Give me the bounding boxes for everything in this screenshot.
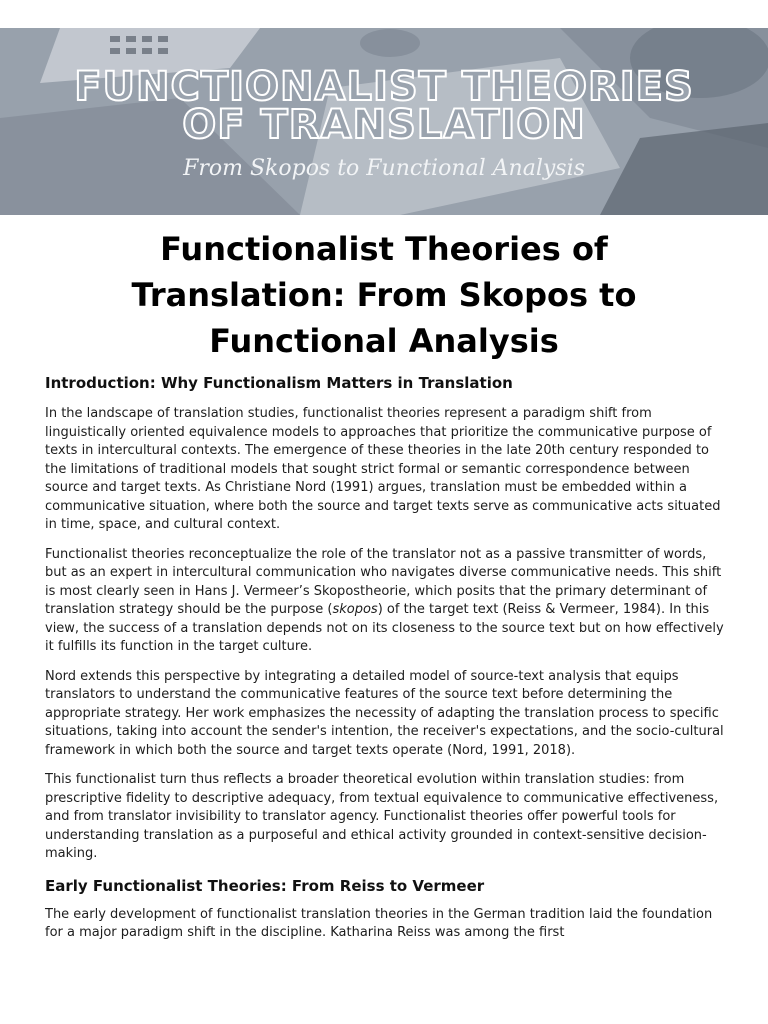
section-heading-introduction: Introduction: Why Functionalism Matters in Translation	[45, 374, 513, 392]
skopos-term: skopos	[332, 602, 378, 617]
banner-title-line2: OF TRANSLATION	[182, 102, 586, 148]
document-title: Functionalist Theories of Translation: From Skopos to Functional Analysis	[131, 230, 637, 360]
paragraph-5: The early development of functionalist translation theories in the German tradition laid the foundation for a major paradigm shift in the discipline. Katharina Reiss was among the first	[45, 906, 713, 940]
banner-subtitle: From Skopos to Functional Analysis	[183, 156, 585, 181]
paragraph-1: In the landscape of translation studies, functionalist theories represent a paradigm shift from linguistically oriented equivalence models to approaches that prioritize the communicative purpose of texts in intercultural contexts. The emergence of these theories in the late 20th century responded to the limitations of traditional models that sought strict formal or semantic correspondence between source and target texts. As Christiane Nord (1991) argues, translation must be embedded within a communicative situation, where both the source and target texts serve as communicative acts situated in time, space, and cultural context.	[45, 406, 721, 532]
document-body	[45, 372, 727, 954]
paragraph-2-text-a: Functionalist theories reconceptualize the role of the translator not as a passive transmitter of words, but as an expert in intercultural communication who navigates diverse communicative needs. This shift is most clearly seen in Hans J. Vermeer’s Skopostheorie, which posits that the primary determinant of translation strategy should be the purpose (	[45, 546, 722, 617]
section-heading-early-theories: Early Functionalist Theories: From Reiss to Vermeer	[45, 876, 485, 895]
header-banner	[0, 28, 768, 215]
banner-title	[0, 64, 768, 148]
paragraph-3: Nord extends this perspective by integrating a detailed model of source-text analysis that equips translators to understand the communicative features of the source text before determining the appropriate strategy. Her work emphasizes the necessity of adapting the translation process to specific situations, taking into account the sender's intention, the receiver's expectations, and the socio-cultural framework in which both the source and target texts operate (Nord, 1991, 2018).	[45, 668, 724, 758]
paragraph-4: This functionalist turn thus reflects a broader theoretical evolution within translation studies: from prescriptive fidelity to descriptive adequacy, from textual equivalence to communicative effectiveness, and from translator invisibility to translator agency. Functionalist theories offer powerful tools for understanding translation as a purposeful and ethical activity grounded in context-sensitive decision-making.	[45, 772, 719, 861]
paragraph-2	[45, 546, 727, 657]
banner-title-line1: FUNCTIONALIST THEORIES	[74, 64, 694, 110]
paragraph-2-text-b: ) of the target text (Reiss & Vermeer, 1984). In this view, the success of a translation depends not on its closeness to the source text but on how effectively it fulfills its function in the target culture.	[45, 602, 724, 654]
